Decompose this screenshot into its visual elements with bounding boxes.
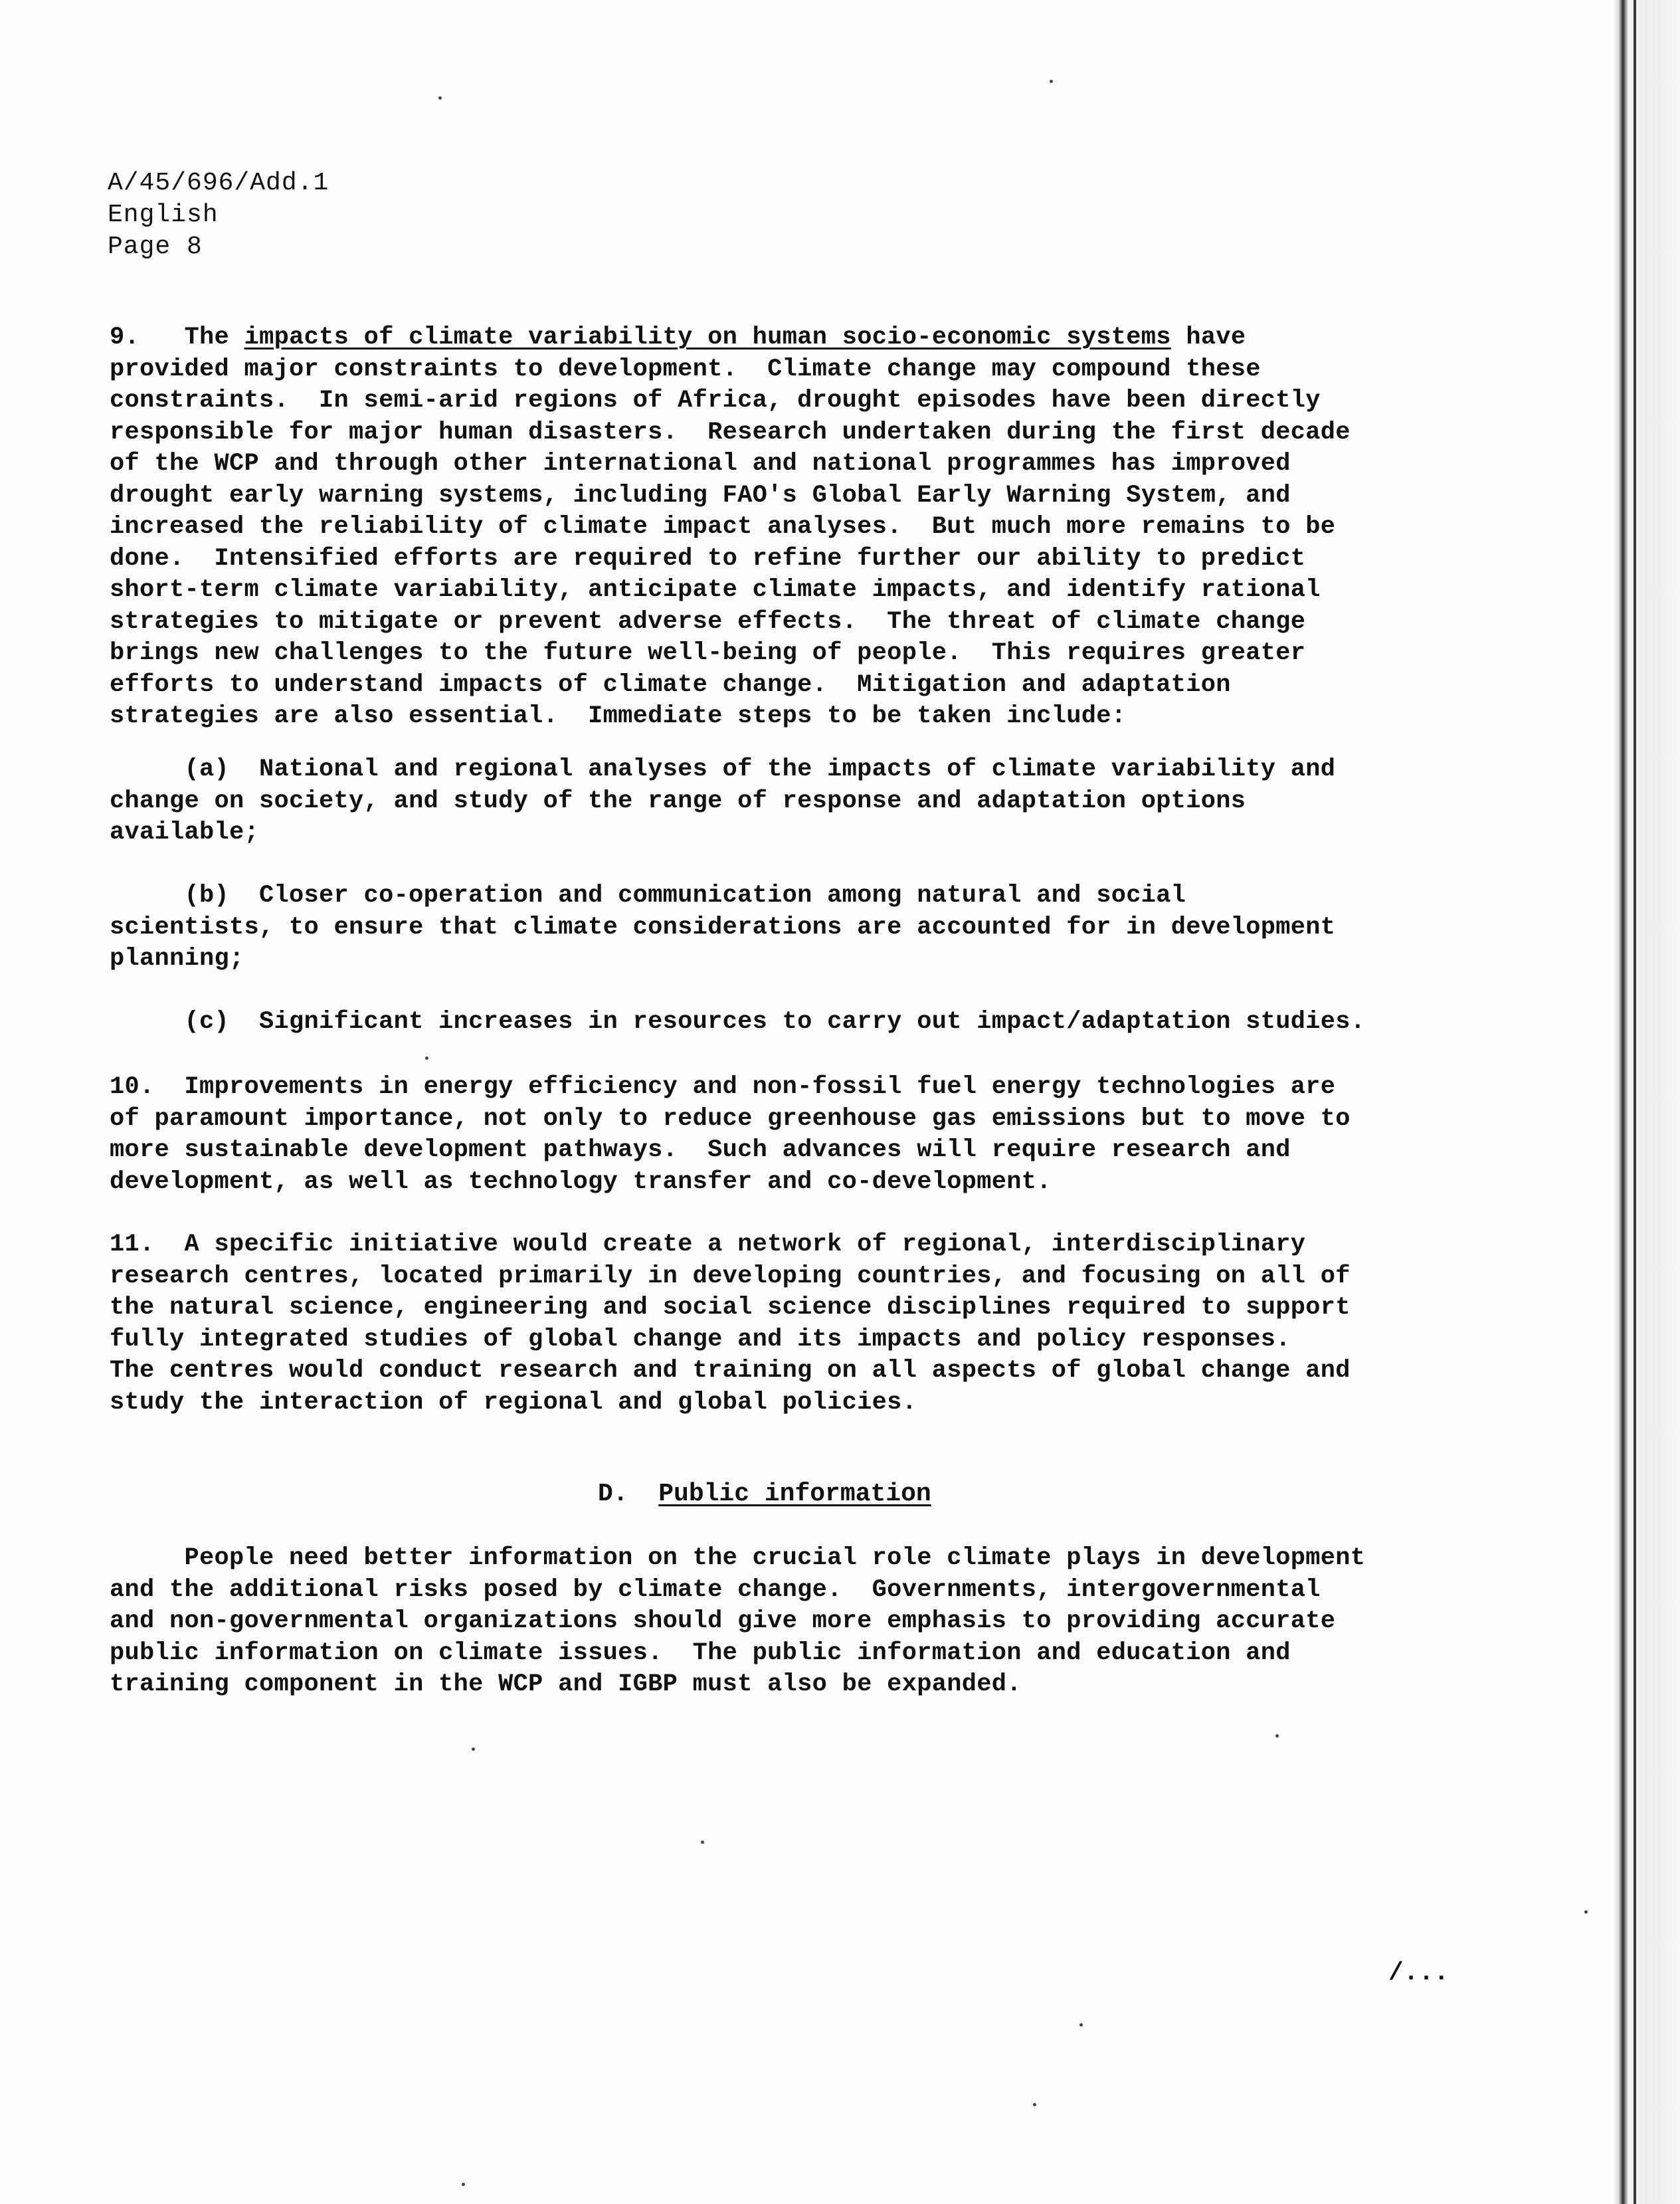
text-line: efforts to understand impacts of climate change. Mitigation and adaptation [110, 670, 1231, 699]
public-information-paragraph [110, 1543, 1471, 1701]
section-title: Public information [658, 1480, 931, 1508]
paragraph-9-first-line [110, 322, 1471, 354]
first-line-end: have [1186, 324, 1246, 351]
scan-speck [1275, 1734, 1279, 1738]
text-line: (c) Significant increases in resources to carry out impact/adaptation studies. [110, 1008, 1366, 1036]
item-a [110, 754, 1471, 849]
text-line: scientists, to ensure that climate considerations are accounted for in development [110, 913, 1336, 942]
scan-speck [425, 1056, 428, 1060]
scan-edge-line [1633, 0, 1636, 2204]
text-line: 10. Improvements in energy efficiency and non-fossil fuel energy technologies are [110, 1073, 1336, 1101]
paragraph-9 [110, 322, 1471, 733]
text-line: fully integrated studies of global change and its impacts and policy responses. [110, 1325, 1291, 1353]
text-line: available; [110, 819, 260, 847]
text-line: training component in the WCP and IGBP must also be expanded. [110, 1670, 1022, 1698]
text-line: development, as well as technology transfer and co-development. [110, 1167, 1052, 1196]
doc-symbol: A/45/696/Add.1 [108, 169, 329, 197]
underlined-topic: impacts of climate variability on human socio-economic systems [244, 324, 1171, 351]
text-line: more sustainable development pathways. Such advances will require research and [110, 1136, 1291, 1164]
paragraph-intro: The [184, 324, 230, 351]
section-letter: D. [598, 1480, 628, 1508]
text-line: of paramount importance, not only to reduce greenhouse gas emissions but to move to [110, 1104, 1351, 1133]
text-line: public information on climate issues. The public information and education and [110, 1639, 1291, 1667]
text-line: (a) National and regional analyses of the impacts of climate variability and [110, 755, 1336, 783]
text-line: drought early warning systems, including FAO's Global Early Warning System, and [110, 481, 1291, 510]
scan-speck [438, 96, 442, 100]
text-line: 11. A specific initiative would create a network of regional, interdisciplinary [110, 1231, 1306, 1258]
continuation-mark: /... [1388, 1959, 1449, 1987]
text-line: provided major constraints to development. Climate change may compound these [110, 355, 1261, 383]
paragraph-11 [110, 1229, 1471, 1419]
doc-language: English [108, 201, 219, 229]
scan-speck [462, 2183, 465, 2186]
text-line: strategies are also essential. Immediate steps to be taken include: [110, 702, 1127, 730]
text-line: People need better information on the crucial role climate plays in development [110, 1544, 1366, 1572]
text-line: constraints. In semi-arid regions of Africa, drought episodes have been directly [110, 387, 1321, 415]
text-line: brings new challenges to the future well-being of people. This requires greater [110, 639, 1306, 667]
item-b [110, 880, 1471, 975]
text-line: short-term climate variability, anticipate climate impacts, and identify rational [110, 576, 1321, 604]
text-line: of the WCP and through other international and national programmes has improved [110, 450, 1291, 478]
text-line: responsible for major human disasters. Research undertaken during the first decade [110, 418, 1351, 447]
text-line: change on society, and study of the range of response and adaptation options [110, 787, 1246, 815]
document-header [108, 167, 329, 263]
scan-speck [1050, 80, 1053, 83]
text-line: and the additional risks posed by climate change. Governments, intergovernmental [110, 1575, 1321, 1604]
text-line: strategies to mitigate or prevent adverse effects. The threat of climate change [110, 607, 1306, 636]
text-line: done. Intensified efforts are required to refine further our ability to predict [110, 544, 1306, 573]
scan-speck [1079, 2023, 1083, 2027]
text-line: planning; [110, 945, 244, 973]
text-line: The centres would conduct research and training on all aspects of global change and [110, 1357, 1351, 1385]
paragraph-number: 9. [110, 324, 140, 351]
text-line: study the interaction of regional and global policies. [110, 1388, 917, 1417]
scan-speck [701, 1841, 704, 1844]
page-number: Page 8 [108, 233, 203, 261]
scan-speck [1584, 1910, 1588, 1914]
text-line: research centres, located primarily in developing countries, and focusing on all of [110, 1262, 1351, 1290]
scan-speck [472, 1748, 475, 1751]
text-line: increased the reliability of climate impact analyses. But much more remains to be [110, 513, 1336, 541]
item-c [110, 1007, 1471, 1039]
text-line: and non-governmental organizations should give more emphasis to providing accurate [110, 1607, 1336, 1635]
section-heading [598, 1478, 931, 1510]
scan-edge [1614, 0, 1680, 2204]
text-line: the natural science, engineering and social science disciplines required to support [110, 1294, 1351, 1322]
paragraph-10 [110, 1072, 1471, 1198]
text-line: (b) Closer co-operation and communication among natural and social [110, 882, 1186, 910]
scan-speck [1033, 2103, 1036, 2106]
